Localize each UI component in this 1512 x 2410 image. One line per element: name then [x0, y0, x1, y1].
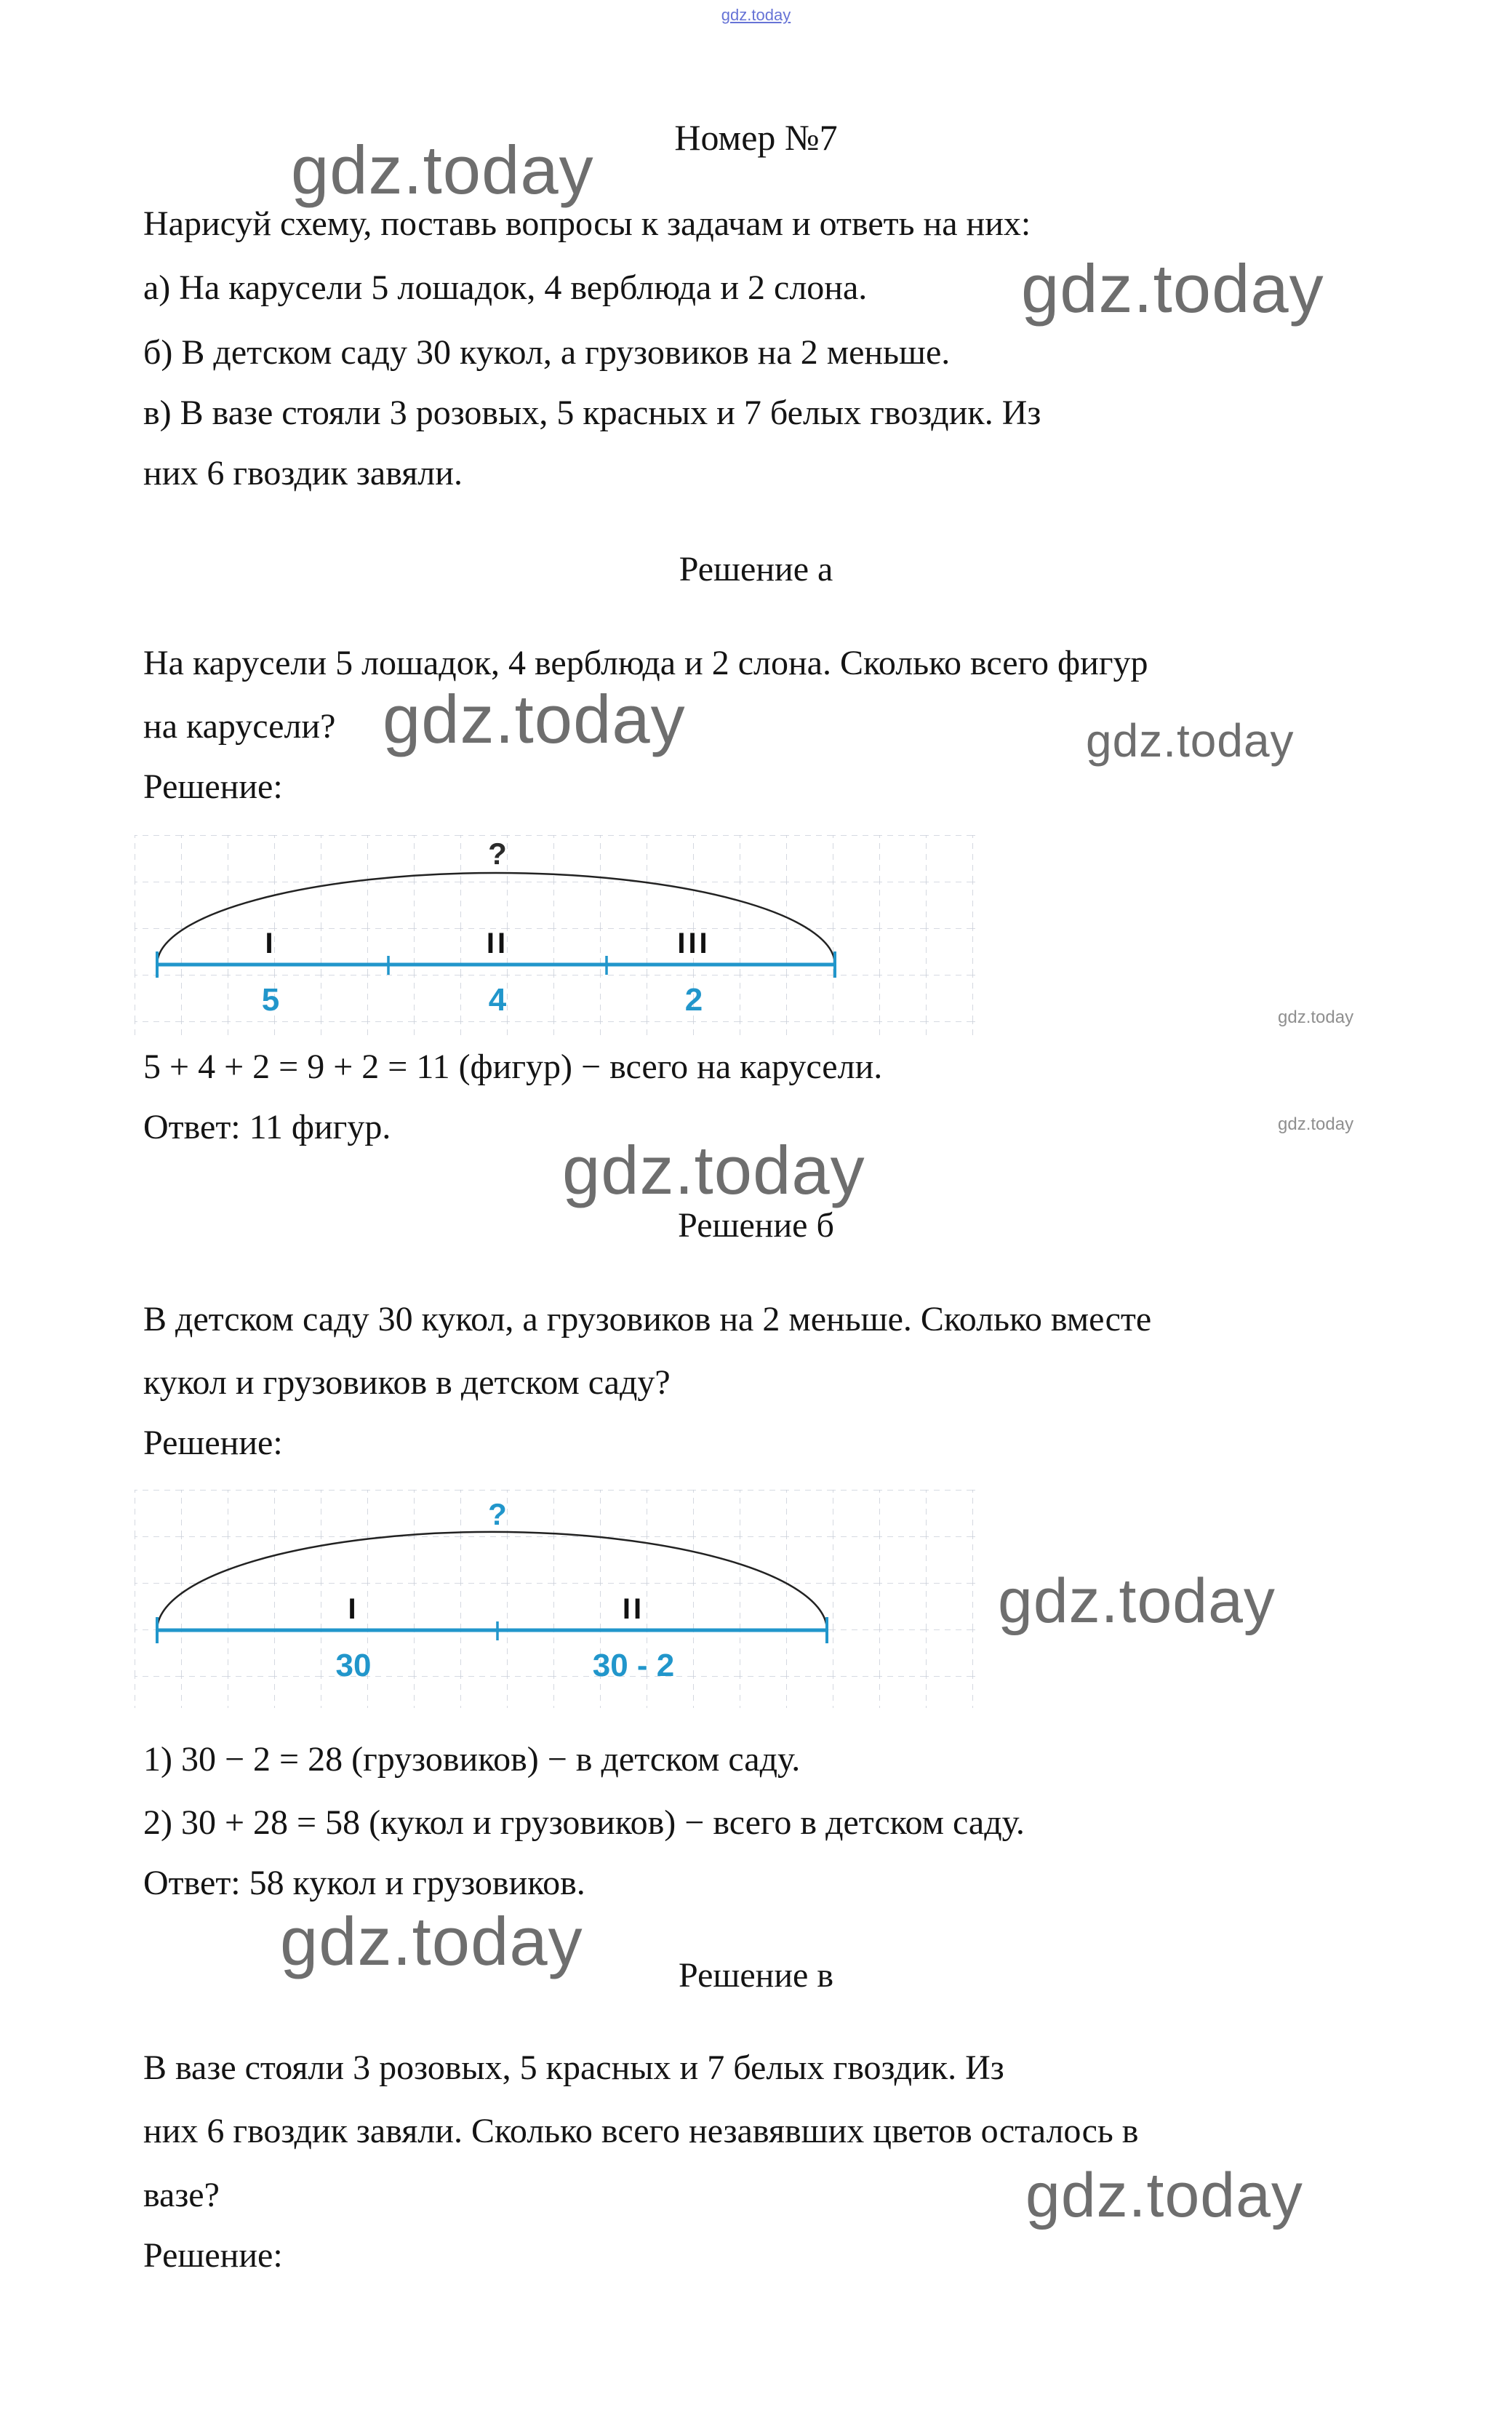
question-mark: ? [488, 837, 507, 871]
solution-c-task-line3: вазе? [143, 2176, 220, 2214]
watermark-7: gdz.today [562, 1132, 865, 1208]
solution-c-task-line2: них 6 гвоздик завяли. Сколько всего незавявших цветов осталось в [143, 2112, 1139, 2150]
watermark-5: gdz.today [1278, 1008, 1354, 1027]
tally-segment-2: II [622, 1593, 645, 1625]
watermark-1: gdz.today [291, 132, 594, 208]
solution-a-solution-label: Решение: [143, 767, 283, 806]
solution-b-task-line1: В детском саду 30 кукол, а грузовиков на 2 меньше. Сколько вместе [143, 1300, 1152, 1338]
problem-item-a: а) На карусели 5 лошадок, 4 верблюда и 2 слона. [143, 268, 868, 307]
watermark-4: gdz.today [1086, 714, 1295, 767]
solution-a-calc: 5 + 4 + 2 = 9 + 2 = 11 (фигур) − всего на карусели. [143, 1048, 883, 1086]
value-segment-3: 2 [684, 982, 703, 1018]
page-title: Номер №7 [674, 117, 838, 158]
tally-segment-1: I [265, 927, 276, 959]
solution-a-diagram [135, 835, 978, 1039]
watermark-3: gdz.today [383, 681, 686, 757]
value-segment-1: 30 [335, 1648, 372, 1683]
problem-intro: Нарисуй схему, поставь вопросы к задачам и ответь на них: [143, 204, 1031, 243]
value-segment-2: 4 [488, 982, 507, 1018]
top-site-link[interactable]: gdz.today [721, 6, 791, 24]
solution-b-diagram [135, 1490, 978, 1708]
solution-a-heading: Решение а [679, 550, 833, 588]
solution-b-step1: 1) 30 − 2 = 28 (грузовиков) − в детском саду. [143, 1740, 801, 1779]
solution-a-answer: Ответ: 11 фигур. [143, 1108, 391, 1146]
value-segment-1: 5 [261, 982, 280, 1018]
solution-b-solution-label: Решение: [143, 1424, 283, 1462]
question-mark: ? [488, 1497, 507, 1531]
solution-a-task-line1: На карусели 5 лошадок, 4 верблюда и 2 слона. Сколько всего фигур [143, 644, 1148, 682]
watermark-6: gdz.today [1278, 1114, 1354, 1134]
watermark-8: gdz.today [998, 1566, 1276, 1636]
tally-segment-1: I [348, 1593, 359, 1625]
watermark-10: gdz.today [1025, 2160, 1303, 2230]
solution-a-task-line2: на карусели? [143, 707, 336, 746]
solution-b-answer: Ответ: 58 кукол и грузовиков. [143, 1864, 585, 1902]
solution-c-heading: Решение в [679, 1956, 833, 1995]
solution-b-step2: 2) 30 + 28 = 58 (кукол и грузовиков) − всего в детском саду. [143, 1803, 1025, 1842]
problem-item-c-line1: в) В вазе стояли 3 розовых, 5 красных и 7 белых гвоздик. Из [143, 394, 1041, 432]
solution-c-task-line1: В вазе стояли 3 розовых, 5 красных и 7 белых гвоздик. Из [143, 2048, 1004, 2087]
solution-b-heading: Решение б [678, 1206, 834, 1245]
watermark-9: gdz.today [280, 1903, 583, 1979]
problem-item-b: б) В детском саду 30 кукол, а грузовиков на 2 меньше. [143, 333, 951, 372]
tally-segment-2: II [486, 927, 509, 959]
solution-c-solution-label: Решение: [143, 2236, 283, 2275]
problem-item-c-line2: них 6 гвоздик завяли. [143, 454, 463, 492]
grid-background [135, 1490, 978, 1708]
tally-segment-3: III [677, 927, 711, 959]
watermark-2: gdz.today [1021, 250, 1324, 327]
value-segment-2: 30 - 2 [592, 1648, 675, 1683]
solution-b-task-line2: кукол и грузовиков в детском саду? [143, 1363, 671, 1402]
